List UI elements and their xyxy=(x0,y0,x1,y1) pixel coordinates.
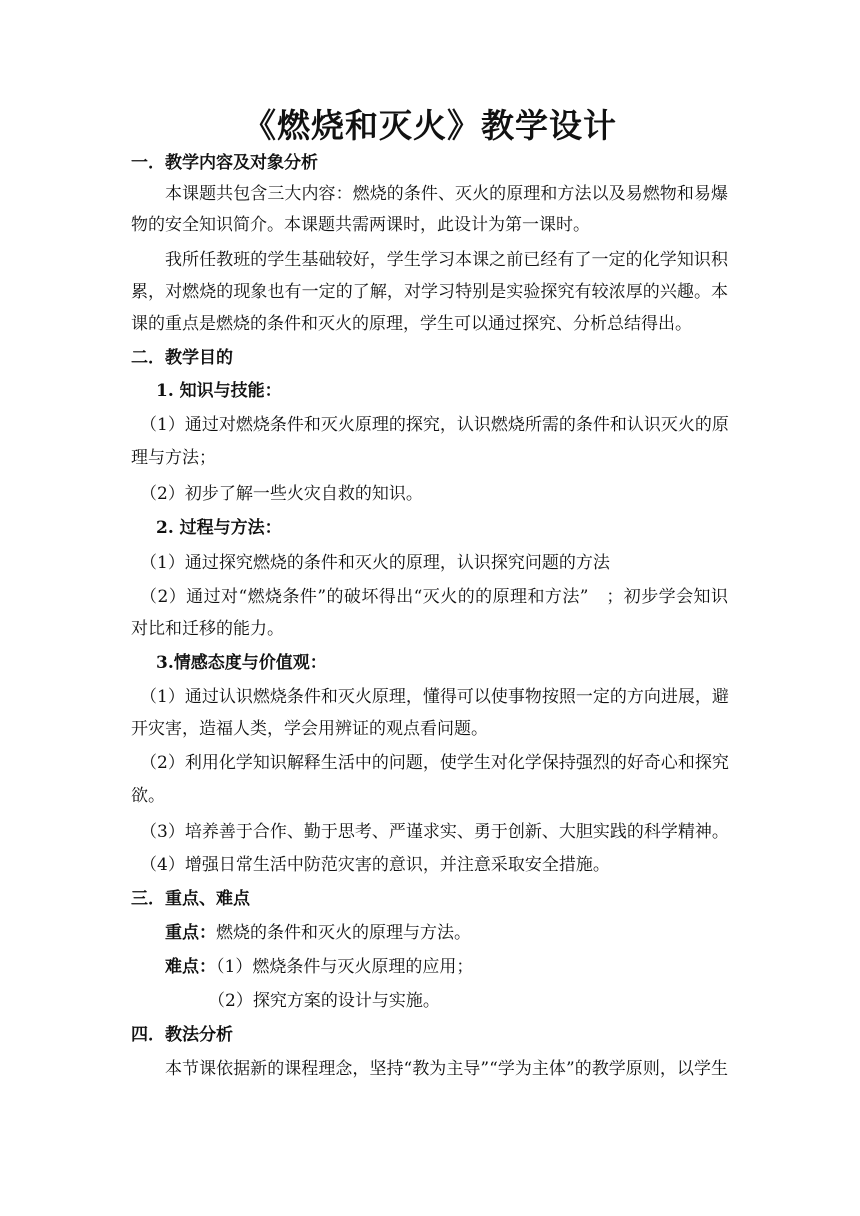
objective-2-heading: 2. 过程与方法： xyxy=(156,518,282,538)
difficult-point-text-1: （1）燃烧条件与灭火原理的应用； xyxy=(216,957,474,977)
section-1-paragraph-1-line-2: 物的安全知识简介。本课题共需两课时，此设计为第一课时。 xyxy=(131,215,590,235)
section-1-paragraph-1-line-1: 本课题共包含三大内容：燃烧的条件、灭火的原理和方法以及易燃物和易爆 xyxy=(165,184,728,204)
section-1-paragraph-2-line-1: 我所任教班的学生基础较好，学生学习本课之前已经有了一定的化学知识积 xyxy=(165,250,728,270)
difficult-point-text-2: （2）探究方案的设计与实施。 xyxy=(208,991,440,1011)
objective-2-item-2-line-1: （2）通过对“燃烧条件”的破坏得出“灭火的的原理和方法” ；初步学会知识 xyxy=(140,587,728,607)
objective-2-item-2-line-2: 对比和迁移的能力。 xyxy=(131,619,284,639)
objective-1-item-2: （2）初步了解一些火灾自救的知识。 xyxy=(140,484,423,504)
section-1-paragraph-2-line-3: 课的重点是燃烧的条件和灭火的原理，学生可以通过探究、分析总结得出。 xyxy=(131,314,692,334)
section-4-heading: 四．教法分析 xyxy=(131,1025,233,1045)
difficult-point xyxy=(165,954,473,980)
objective-3-item-2-line-1: （2）利用化学知识解释生活中的问题，使学生对化学保持强烈的好奇心和探究 xyxy=(140,753,729,773)
objective-3-item-1-line-2: 开灾害，造福人类，学会用辨证的观点看问题。 xyxy=(131,719,488,739)
objective-3-item-4: （4）增强日常生活中防范灾害的意识，并注意采取安全措施。 xyxy=(140,855,610,875)
key-point xyxy=(165,920,471,946)
objective-3-item-3: （3）培养善于合作、勤于思考、严谨求实、勇于创新、大胆实践的科学精神。 xyxy=(140,822,729,842)
key-point-label: 重点： xyxy=(165,923,216,943)
section-1-heading: 一．教学内容及对象分析 xyxy=(131,153,318,173)
objective-1-item-1-line-2: 理与方法； xyxy=(131,448,216,468)
objective-1-item-1-line-1: （1）通过对燃烧条件和灭火原理的探究，认识燃烧所需的条件和认识灭火的原 xyxy=(140,415,729,435)
section-2-heading: 二．教学目的 xyxy=(131,348,233,368)
objective-3-heading: 3.情感态度与价值观： xyxy=(156,653,327,673)
objective-3-item-2-line-2: 欲。 xyxy=(131,786,165,806)
section-4-paragraph-1-line-1: 本节课依据新的课程理念，坚持“教为主导”“学为主体”的教学原则，以学生 xyxy=(165,1059,728,1079)
difficult-point-label: 难点： xyxy=(165,957,216,977)
key-point-text: 燃烧的条件和灭火的原理与方法。 xyxy=(216,923,471,943)
objective-3-item-1-line-1: （1）通过认识燃烧条件和灭火原理，懂得可以使事物按照一定的方向进展，避 xyxy=(140,687,729,707)
objective-1-heading: 1. 知识与技能： xyxy=(156,381,282,401)
objective-2-item-1: （1）通过探究燃烧的条件和灭火的原理，认识探究问题的方法 xyxy=(140,553,610,573)
section-1-paragraph-2-line-2: 累，对燃烧的现象也有一定的了解，对学习特别是实验探究有较浓厚的兴趣。本 xyxy=(131,282,728,302)
document-title: 《燃烧和灭火》教学设计 xyxy=(243,106,617,145)
section-3-heading: 三．重点、难点 xyxy=(131,889,250,909)
